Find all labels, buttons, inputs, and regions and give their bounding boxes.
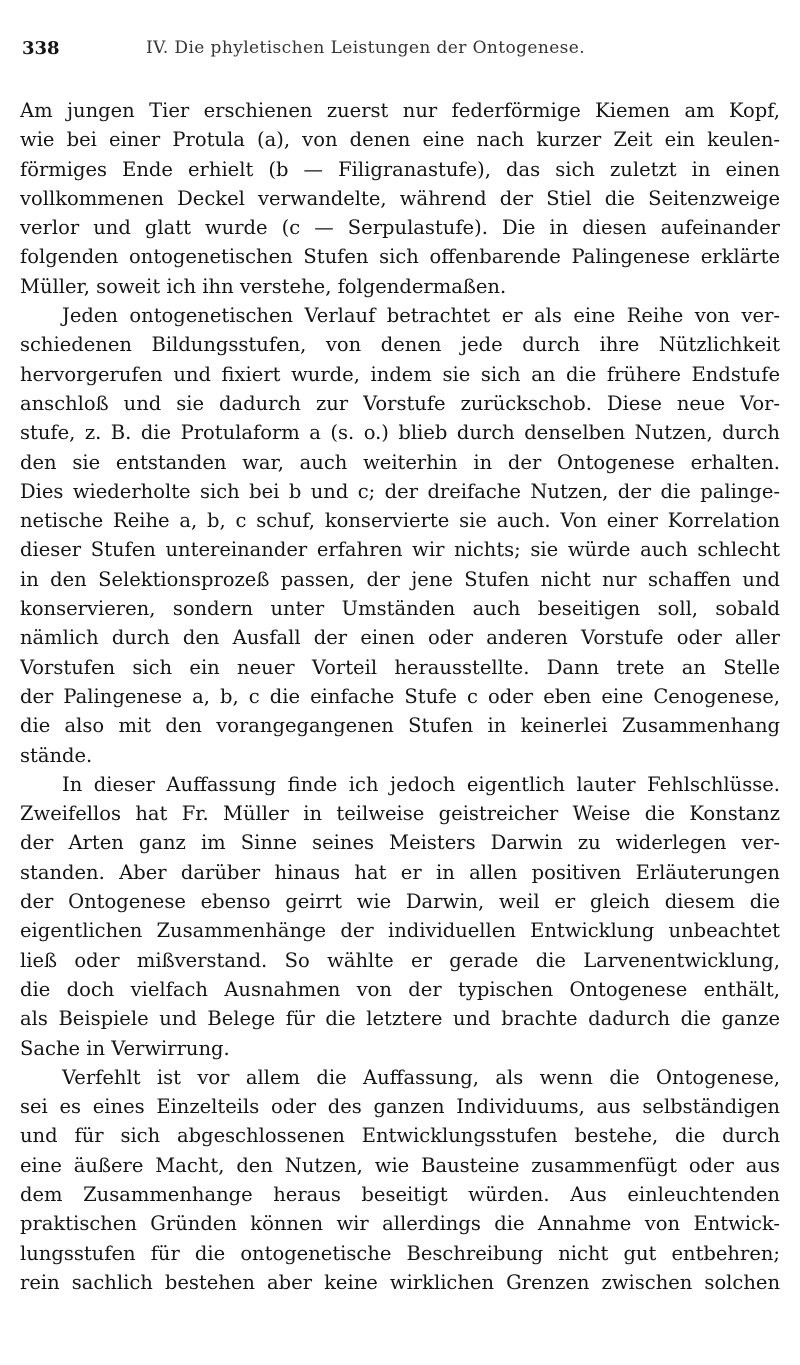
text-line: hervorgerufen und fixiert wurde, indem sie sich an die frühere Endstufe: [20, 362, 780, 386]
text-line: Am jungen Tier erschienen zuerst nur federförmige Kiemen am Kopf,: [20, 99, 780, 122]
text-line: Jeden ontogenetischen Verlauf betrachtet er als eine Reihe von ver-: [62, 304, 780, 328]
running-head: IV. Die phyletischen Leistungen der Ontogenese.: [146, 38, 586, 58]
text-line: lungsstufen für die ontogenetische Beschreibung nicht gut entbehren;: [20, 1241, 780, 1265]
paragraph: [20, 96, 780, 301]
book-page: [20, 38, 780, 1297]
text-line: anschloß und sie dadurch zur Vorstufe zurückschob. Diese neue Vor-: [20, 391, 780, 415]
text-line: eine äußere Macht, den Nutzen, wie Bausteine zusammenfügt oder aus: [20, 1153, 780, 1177]
text-line: der Arten ganz im Sinne seines Meisters Darwin zu widerlegen ver-: [20, 831, 780, 855]
text-line: vollkommenen Deckel verwandelte, während der Stiel die Seitenzweige: [20, 186, 780, 210]
paragraph: [20, 301, 780, 770]
text-line: die also mit den vorangegangenen Stufen in keinerlei Zusammenhang: [20, 714, 780, 738]
text-line: dem Zusammenhange heraus beseitigt würden. Aus einleuchtenden: [20, 1182, 780, 1206]
text-line: die doch vielfach Ausnahmen von der typischen Ontogenese enthält,: [20, 977, 780, 1001]
text-line: konservieren, sondern unter Umständen auch beseitigen soll, sobald: [20, 597, 780, 621]
text-line: sei es eines Einzelteils oder des ganzen Individuums, aus selbständigen: [20, 1095, 780, 1119]
page-number: 338: [22, 38, 60, 59]
text-line: in den Selektionsprozeß passen, der jene Stufen nicht nur schaffen und: [20, 567, 780, 591]
body-text: [20, 96, 780, 1297]
text-line: standen. Aber darüber hinaus hat er in allen positiven Erläuterungen: [20, 860, 780, 884]
text-line: der Ontogenese ebenso geirrt wie Darwin, weil er gleich diesem die: [20, 890, 780, 914]
text-line: nämlich durch den Ausfall der einen oder anderen Vorstufe oder aller: [20, 626, 780, 650]
text-line: Verfehlt ist vor allem die Auffassung, als wenn die Ontogenese,: [62, 1065, 780, 1089]
text-line: dieser Stufen untereinander erfahren wir nichts; sie würde auch schlecht: [20, 538, 780, 562]
text-line: Sache in Verwirrung.: [20, 1036, 230, 1060]
text-line: stände.: [20, 743, 93, 767]
text-line: Vorstufen sich ein neuer Vorteil herausstellte. Dann trete an Stelle: [20, 655, 780, 679]
text-line: eigentlichen Zusammenhänge der individuellen Entwicklung unbeachtet: [20, 919, 780, 943]
text-line: stufe, z. B. die Protulaform a (s. o.) blieb durch denselben Nutzen, durch: [20, 421, 780, 445]
text-line: praktischen Gründen können wir allerdings die Annahme von Entwick-: [20, 1212, 780, 1236]
text-line: Zweifellos hat Fr. Müller in teilweise geistreicher Weise die Konstanz: [20, 802, 780, 826]
text-line: In dieser Auffassung finde ich jedoch eigentlich lauter Fehlschlüsse.: [62, 772, 780, 796]
text-line: ließ oder mißverstand. So wählte er gerade die Larvenentwicklung,: [20, 948, 780, 972]
text-line: der Palingenese a, b, c die einfache Stufe c oder eben eine Cenogenese,: [20, 684, 780, 708]
text-line: und für sich abgeschlossenen Entwicklungsstufen bestehe, die durch: [20, 1124, 780, 1148]
text-line: den sie entstanden war, auch weiterhin in der Ontogenese erhalten.: [20, 450, 780, 474]
text-line: Müller, soweit ich ihn verstehe, folgendermaßen.: [20, 274, 507, 298]
paragraph: [20, 770, 780, 1063]
text-line: folgenden ontogenetischen Stufen sich offenbarende Palingenese erklärte: [20, 245, 780, 269]
text-line: schiedenen Bildungsstufen, von denen jede durch ihre Nützlichkeit: [20, 333, 780, 357]
text-line: rein sachlich bestehen aber keine wirklichen Grenzen zwischen solchen: [20, 1270, 780, 1294]
page-header: [20, 38, 780, 70]
paragraph: [20, 1063, 780, 1297]
text-line: netische Reihe a, b, c schuf, konservierte sie auch. Von einer Korrelation: [20, 509, 780, 533]
text-line: verlor und glatt wurde (c — Serpulastufe). Die in diesen aufeinander: [20, 216, 780, 240]
text-line: als Beispiele und Belege für die letztere und brachte dadurch die ganze: [20, 1007, 780, 1031]
text-line: Dies wiederholte sich bei b und c; der dreifache Nutzen, der die palinge-: [20, 479, 780, 503]
text-line: wie bei einer Protula (a), von denen eine nach kurzer Zeit ein keulen-: [20, 128, 780, 152]
text-line: förmiges Ende erhielt (b — Filigranastufe), das sich zuletzt in einen: [20, 157, 780, 181]
